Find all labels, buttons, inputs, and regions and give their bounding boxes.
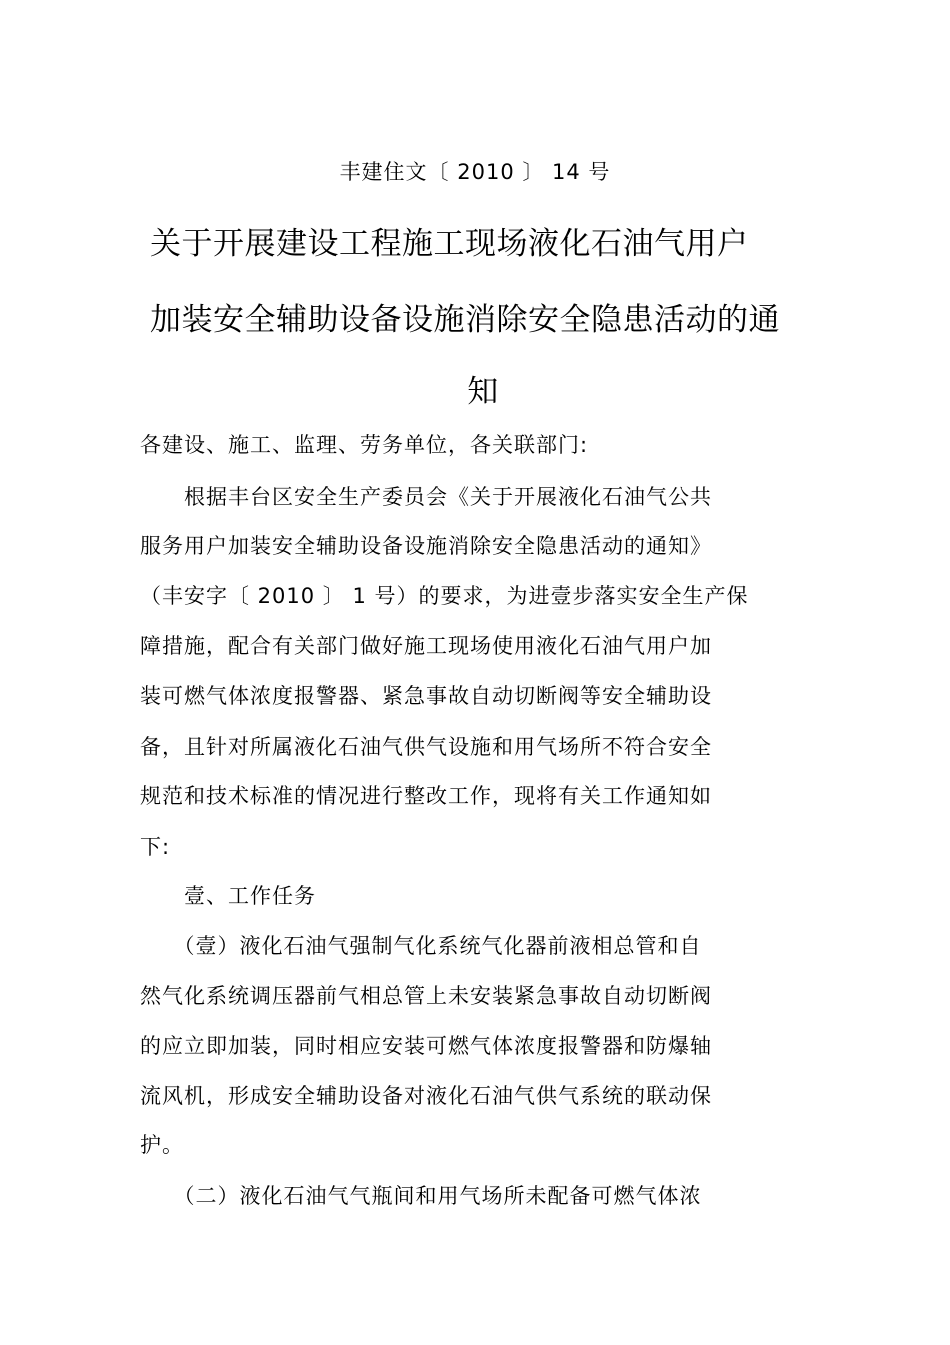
document-title-line-2: 加装安全辅助设备设施消除安全隐患活动的通 — [150, 302, 780, 338]
body-line: 下: — [140, 835, 171, 859]
document-title-line-1: 关于开展建设工程施工现场液化石油气用户 — [150, 226, 749, 262]
body-line: （壹）液化石油气强制气化系统气化器前液相总管和自 — [140, 934, 702, 958]
body-line: （二）液化石油气气瓶间和用气场所未配备可燃气体浓 — [140, 1184, 702, 1208]
body-line: 的应立即加装，同时相应安装可燃气体浓度报警器和防爆轴 — [140, 1034, 712, 1058]
section-heading: 壹、工作任务 — [140, 884, 316, 908]
body-line: 装可燃气体浓度报警器、紧急事故自动切断阀等安全辅助设 — [140, 684, 712, 708]
body-line: 然气化系统调压器前气相总管上未安装紧急事故自动切断阀 — [140, 984, 712, 1008]
body-line: 流风机，形成安全辅助设备对液化石油气供气系统的联动保 — [140, 1084, 712, 1108]
body-line: 服务用户加装安全辅助设备设施消除安全隐患活动的通知》 — [140, 534, 712, 558]
body-line: 备，且针对所属液化石油气供气设施和用气场所不符合安全 — [140, 735, 712, 759]
document-title-line-3: 知 — [467, 374, 499, 410]
document-number: 丰建住文〔 2010 〕 14 号 — [339, 160, 611, 184]
body-line: 根据丰台区安全生产委员会《关于开展液化石油气公共 — [140, 485, 712, 509]
salutation-line: 各建设、施工、监理、劳务单位，各关联部门: — [140, 433, 589, 457]
body-line: 规范和技术标准的情况进行整改工作，现将有关工作通知如 — [140, 784, 712, 808]
body-line: 护。 — [140, 1133, 184, 1157]
body-line: 障措施，配合有关部门做好施工现场使用液化石油气用户加 — [140, 634, 712, 658]
body-line: （丰安字〔 2010 〕 1 号）的要求，为进壹步落实安全生产保 — [140, 584, 749, 608]
